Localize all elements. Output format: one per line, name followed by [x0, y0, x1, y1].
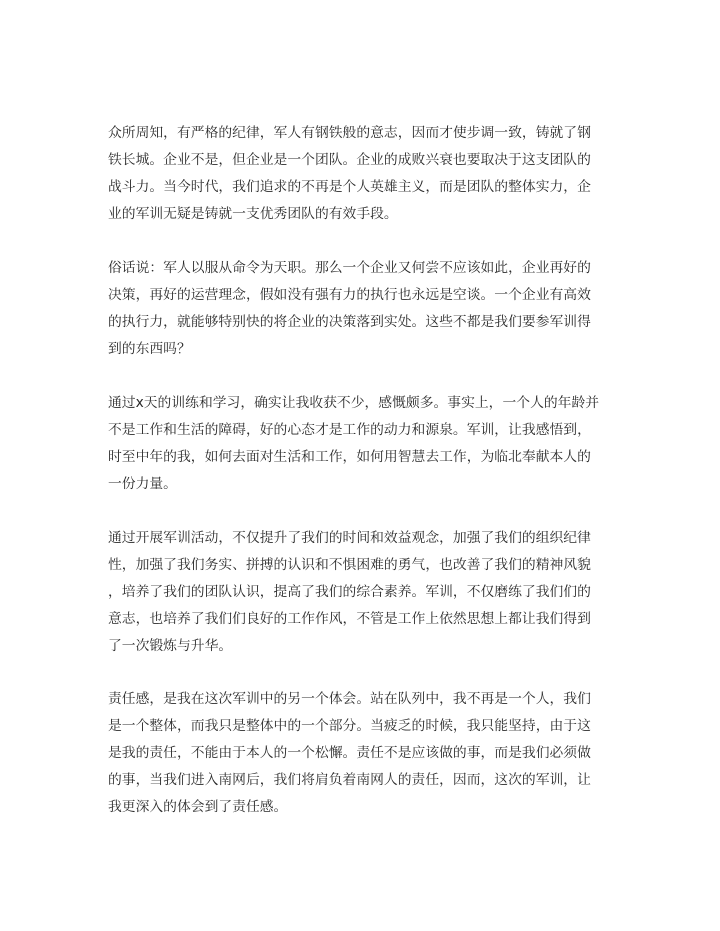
text-line: 通过x天的训练和学习，确实让我收获不少，感慨颇多。事实上，一个人的年龄并: [108, 395, 600, 411]
text-line: 业的军训无疑是铸就一支优秀团队的有效手段。: [108, 206, 398, 222]
text-line: 战斗力。当今时代，我们追求的不再是个人英雄主义，而是团队的整体实力，企: [108, 179, 591, 195]
paragraph-4: [108, 525, 612, 660]
text-line: 责任感，是我在这次军训中的另一个体会。站在队列中，我不再是一个人，我们: [108, 691, 591, 707]
text-line: 的事，当我们进入南网后，我们将肩负着南网人的责任，因而，这次的军训，让: [108, 772, 591, 788]
paragraph-5: [108, 686, 612, 821]
text-line: 到的东西吗？: [108, 341, 191, 357]
text-line: 一份力量。: [108, 476, 177, 492]
text-line: 决策，再好的运营理念，假如没有强有力的执行也永远是空谈。一个企业有高效: [108, 287, 591, 303]
text-line: 众所周知，有严格的纪律，军人有钢铁般的意志，因而才使步调一致，铸就了钢: [108, 125, 591, 141]
paragraph-1: [108, 120, 612, 228]
text-line: 通过开展军训活动，不仅提升了我们的时间和效益观念，加强了我们的组织纪律: [108, 530, 591, 546]
text-line: 时至中年的我，如何去面对生活和工作，如何用智慧去工作，为临北奉献本人的: [108, 449, 591, 465]
text-line: 意志，也培养了我们们良好的工作作风，不管是工作上依然思想上都让我们得到: [108, 611, 591, 627]
paragraph-2: [108, 255, 612, 363]
text-line: 不是工作和生活的障碍，好的心态才是工作的动力和源泉。军训，让我感悟到，: [108, 422, 591, 438]
text-line: 俗话说：军人以服从命令为天职。那么一个企业又何尝不应该如此，企业再好的: [108, 260, 591, 276]
text-line: 我更深入的体会到了责任感。: [108, 799, 288, 815]
text-line: 了一次锻炼与升华。: [108, 638, 233, 654]
text-line: 的执行力，就能够特别快的将企业的决策落到实处。这些不都是我们要参军训得: [108, 314, 591, 330]
paragraph-3: [108, 390, 612, 498]
text-line: 性，加强了我们务实、拼搏的认识和不惧困难的勇气，也改善了我们的精神风貌: [108, 557, 591, 573]
text-line: 是我的责任，不能由于本人的一个松懈。责任不是应该做的事，而是我们必须做: [108, 745, 591, 761]
text-line: ，培养了我们的团队认识，提高了我们的综合素养。军训，不仅磨练了我们们的: [108, 584, 591, 600]
text-line: 铁长城。企业不是，但企业是一个团队。企业的成败兴衰也要取决于这支团队的: [108, 152, 591, 168]
text-line: 是一个整体，而我只是整体中的一个部分。当疲乏的时候，我只能坚持，由于这: [108, 718, 591, 734]
